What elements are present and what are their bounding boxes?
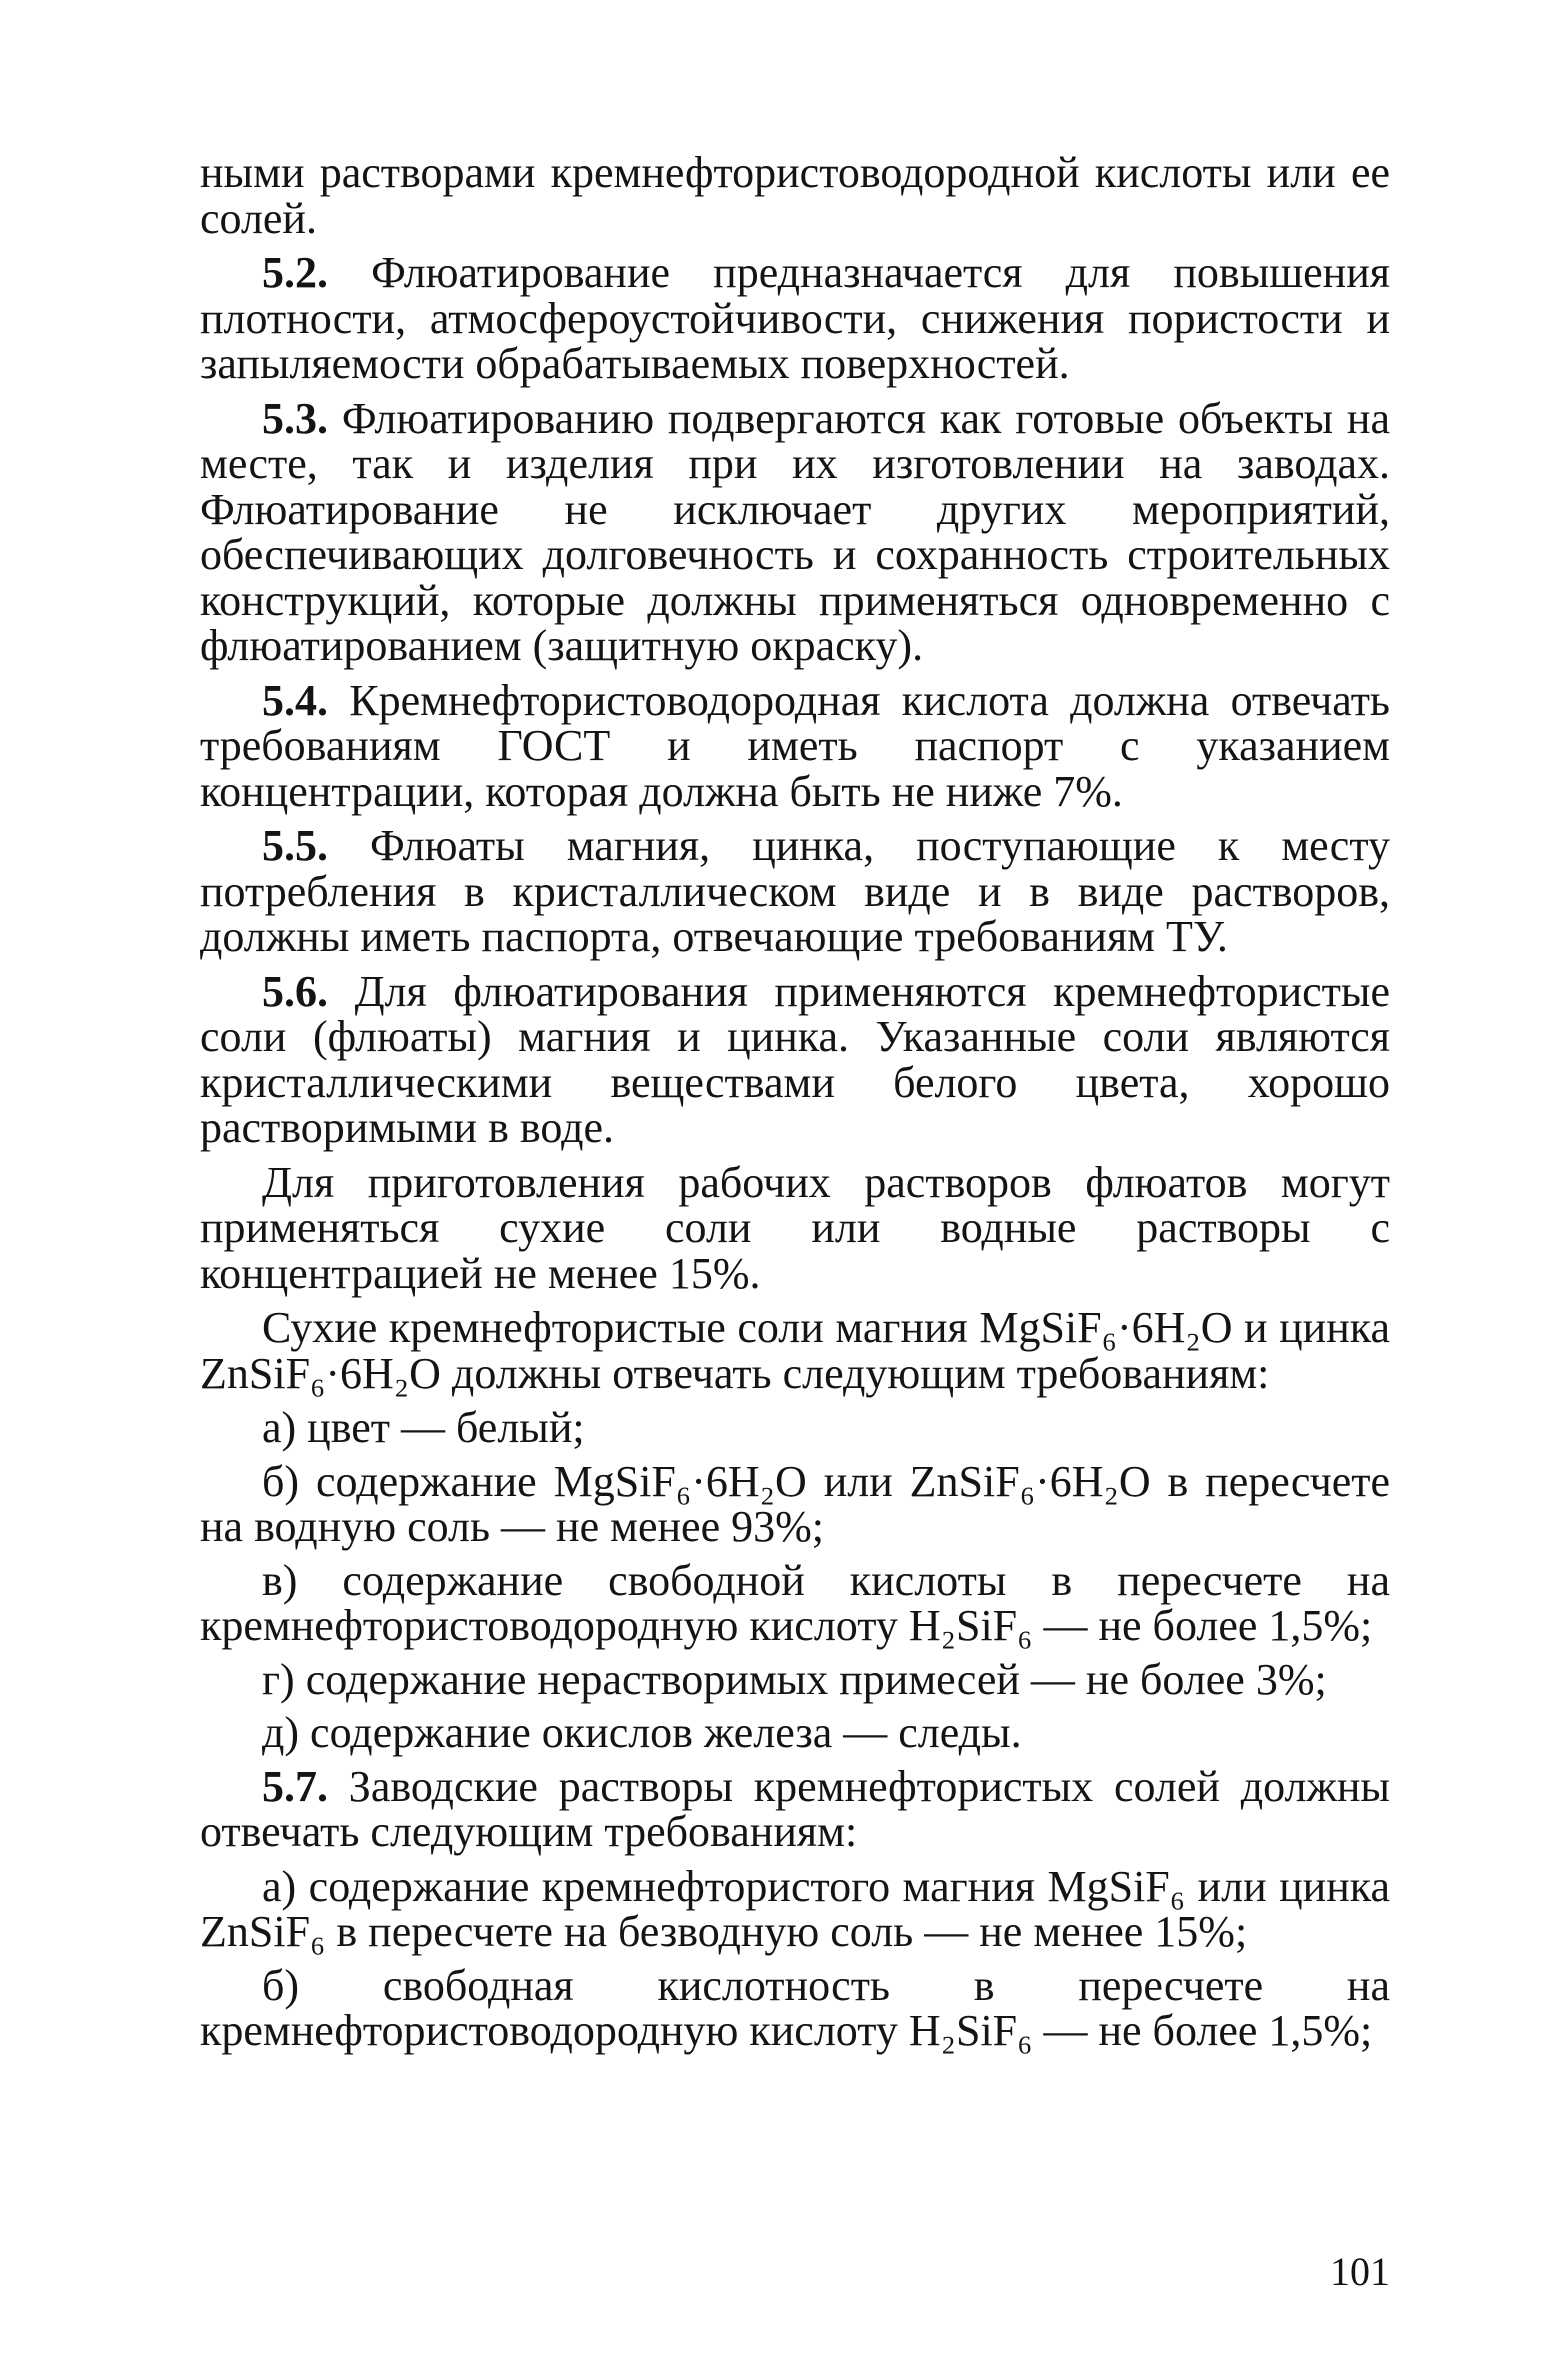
paragraph-continuation	[200, 150, 1390, 241]
section-5-4	[200, 675, 1390, 816]
list-item-text: г) содержание нерастворимых примесей — не более 3%;	[262, 1654, 1327, 1704]
section-number: 5.4.	[262, 675, 328, 725]
section-5-3	[200, 393, 1390, 670]
list-item-g	[200, 1654, 1390, 1704]
list-item-b	[200, 1456, 1390, 1551]
page-number: 101	[1330, 2249, 1390, 2294]
list-item-text: д) содержание окислов железа — следы.	[262, 1708, 1022, 1757]
section-number: 5.7.	[262, 1761, 328, 1811]
paragraph-text: ными растворами кремнефтористоводородной кислоты или ее солей.	[200, 148, 1390, 243]
paragraph-text: Для приготовления рабочих растворов флюатов могут применяться сухие соли или водные растворы с концентрацией не менее 15%.	[200, 1157, 1390, 1298]
paragraph-text: Сухие кремнефтористые соли магния MgSiF₆·6H₂O и цинка ZnSiF₆·6H₂O должны отвечать следующим требованиям:	[200, 1303, 1390, 1398]
section-number: 5.3.	[262, 393, 328, 443]
body-text	[200, 150, 1390, 2062]
list-item-text: в) содержание свободной кислоты в пересчете на кремнефтористоводородную кислоту H₂SiF₆ — не более 1,5%;	[200, 1555, 1390, 1650]
paragraph-text: Кремнефтористоводородная кислота должна отвечать требованиям ГОСТ и иметь паспорт с указанием концентрации, которая должна быть не ниже 7%.	[200, 675, 1390, 816]
list-item-v	[200, 1555, 1390, 1650]
paragraph-text: Флюатированию подвергаются как готовые объекты на месте, так и изделия при их изготовлении на заводах. Флюатирование не исключает других мероприятий, обеспечивающих долговечность и сохранность строительных конструкций, которые должны применяться одновременно с флюатированием (защитную окраску).	[200, 393, 1390, 670]
section-number: 5.6.	[262, 966, 328, 1016]
paragraph-text: Для флюатирования применяются кремнефтористые соли (флюаты) магния и цинка. Указанные соли являются кристаллическими веществами белого цвета, хорошо растворимыми в воде.	[200, 966, 1390, 1152]
section-number: 5.2.	[262, 248, 328, 297]
list-item-text: б) свободная кислотность в пересчете на кремнефтористоводородную кислоту H₂SiF₆ — не более 1,5%;	[200, 1960, 1390, 2055]
section-5-2	[200, 250, 1390, 387]
paragraph-text: Флюаты магния, цинка, поступающие к месту потребления в кристаллическом виде и в виде растворов, должны иметь паспорта, отвечающие требованиям ТУ.	[200, 821, 1390, 961]
section-5-7	[200, 1761, 1390, 1856]
section-5-5	[200, 823, 1390, 960]
paragraph-text: Заводские растворы кремнефтористых солей должны отвечать следующим требованиям:	[200, 1761, 1390, 1856]
paragraph-working-solutions	[200, 1157, 1390, 1298]
paragraph-dry-salts	[200, 1305, 1390, 1396]
list-item-text: а) цвет — белый;	[262, 1403, 585, 1452]
list-item-text: б) содержание MgSiF₆·6H₂O или ZnSiF₆·6H₂O в пересчете на водную соль — не менее 93%;	[200, 1456, 1390, 1551]
list-item-d	[200, 1710, 1390, 1756]
section-number: 5.5.	[262, 821, 328, 870]
list-item-a	[200, 1405, 1390, 1451]
paragraph-text: Флюатирование предназначается для повышения плотности, атмосфероустойчивости, снижения пористости и запыляемости обрабатываемых поверхностей.	[200, 248, 1390, 388]
list-item-text: а) содержание кремнефтористого магния MgSiF₆ или цинка ZnSiF₆ в пересчете на безводную соль — не менее 15%;	[200, 1861, 1390, 1956]
list-item-a-2	[200, 1861, 1390, 1956]
list-item-b-2	[200, 1960, 1390, 2055]
section-5-6	[200, 966, 1390, 1152]
